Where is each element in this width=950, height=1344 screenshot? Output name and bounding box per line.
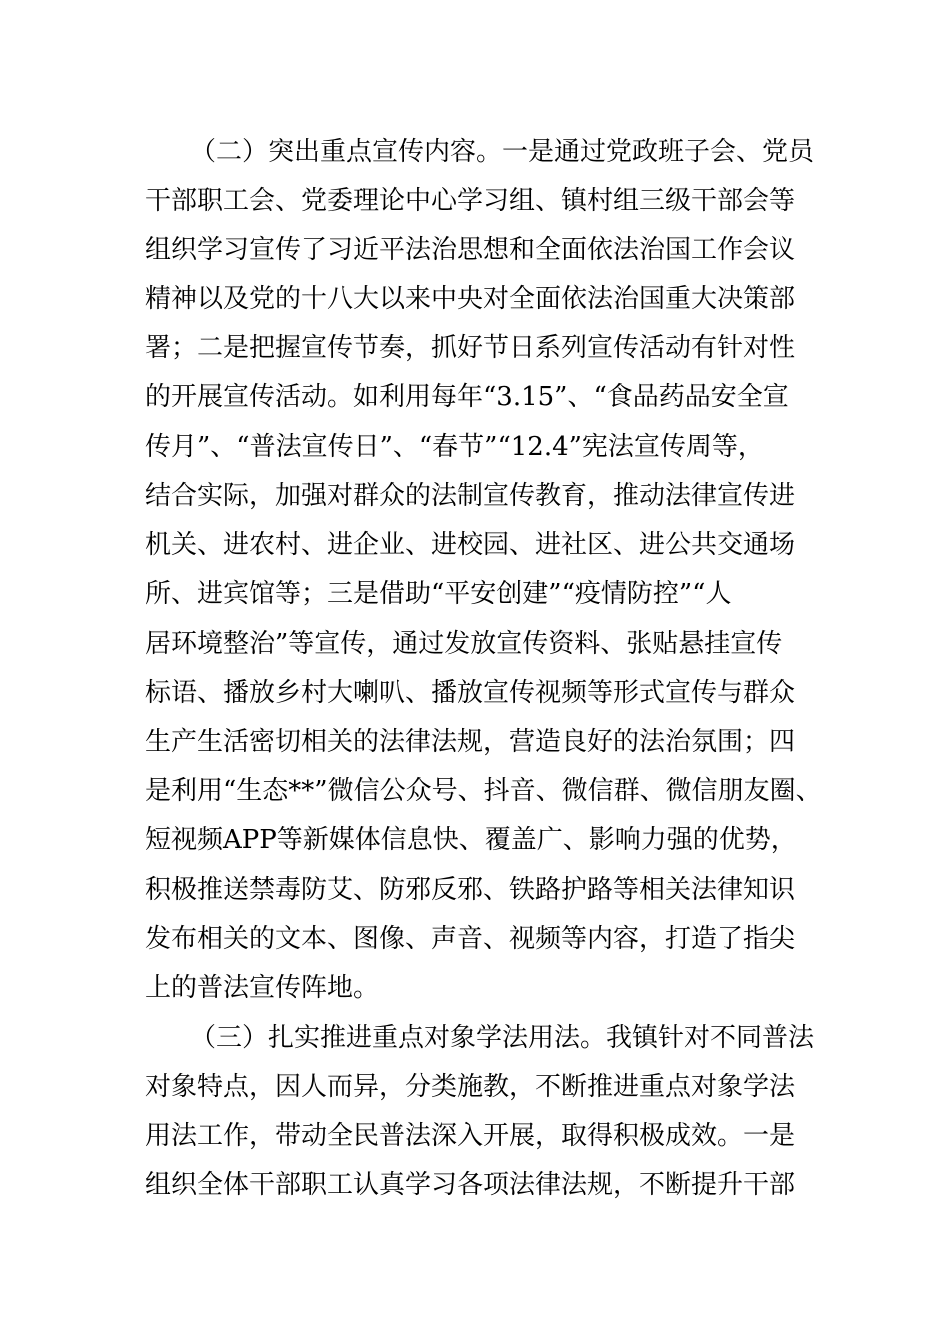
paragraph-2-line: （二）突出重点宣传内容。一是通过党政班子会、党员 (190, 137, 815, 167)
paragraph-2-line: 署；二是把握宣传节奏，抓好节日系列宣传活动有针对性 (145, 333, 796, 363)
paragraph-2-line: 组织学习宣传了习近平法治思想和全面依法治国工作会议 (145, 235, 796, 265)
paragraph-2-line: 上的普法宣传阵地。 (145, 973, 380, 1003)
paragraph-2-line: 精神以及党的十八大以来中央对全面依法治国重大决策部 (145, 284, 796, 314)
paragraph-2-line: 发布相关的文本、图像、声音、视频等内容，打造了指尖 (145, 924, 796, 954)
paragraph-2-line: 干部职工会、党委理论中心学习组、镇村组三级干部会等 (145, 186, 796, 216)
paragraph-3-line: 用法工作，带动全民普法深入开展，取得积极成效。一是 (145, 1121, 796, 1151)
paragraph-2-line: 结合实际，加强对群众的法制宣传教育，推动法律宣传进 (145, 481, 796, 511)
paragraph-3-line: 组织全体干部职工认真学习各项法律法规，不断提升干部 (145, 1170, 796, 1200)
paragraph-2-line: 机关、进农村、进企业、进校园、进社区、进公共交通场 (145, 530, 796, 560)
paragraph-2-line: 短视频APP等新媒体信息快、覆盖广、影响力强的优势， (145, 825, 797, 855)
paragraph-3-line: 对象特点，因人而异，分类施教，不断推进重点对象学法 (145, 1072, 796, 1102)
paragraph-2-line: 积极推送禁毒防艾、防邪反邪、铁路护路等相关法律知识 (145, 875, 796, 905)
paragraph-3-line: （三）扎实推进重点对象学法用法。我镇针对不同普法 (190, 1023, 815, 1053)
paragraph-2-line: 的开展宣传活动。如利用每年“3.15”、“食品药品安全宣 (145, 382, 789, 412)
paragraph-2-line: 居环境整治”等宣传，通过发放宣传资料、张贴悬挂宣传 (145, 629, 783, 659)
paragraph-2-line: 所、进宾馆等；三是借助“平安创建”“疫情防控”“人 (145, 579, 732, 609)
paragraph-2-line: 生产生活密切相关的法律法规，营造良好的法治氛围；四 (145, 727, 796, 757)
paragraph-2-line: 标语、播放乡村大喇叭、播放宣传视频等形式宣传与群众 (145, 678, 796, 708)
paragraph-2-line: 传月”、“普法宣传日”、“春节”“12.4”宪法宣传周等， (145, 432, 764, 462)
paragraph-2-line: 是利用“生态**”微信公众号、抖音、微信群、微信朋友圈、 (145, 776, 822, 806)
